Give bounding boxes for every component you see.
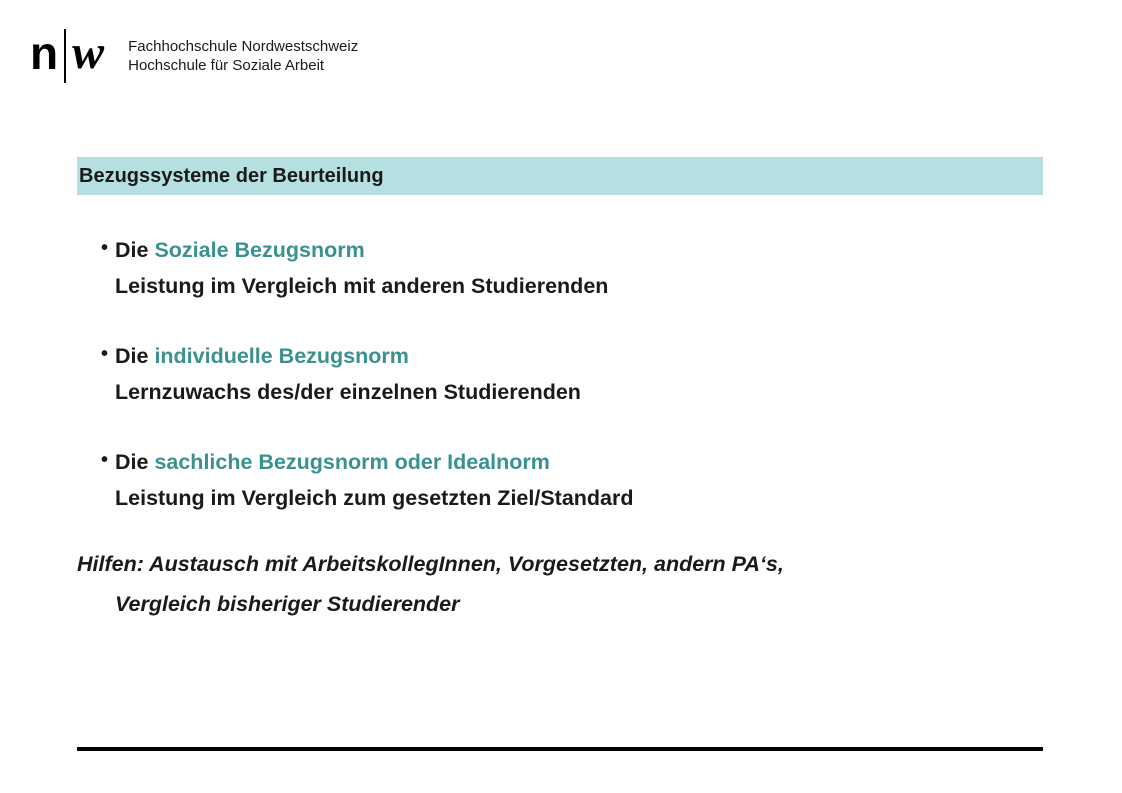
bullet-description: Leistung im Vergleich mit anderen Studierenden xyxy=(115,274,609,298)
bullet-item-social-norm xyxy=(77,232,1057,304)
bullet-heading xyxy=(115,338,1057,374)
footer-divider xyxy=(77,747,1043,751)
bullet-highlight: sachliche Bezugsnorm oder Idealnorm xyxy=(154,450,550,474)
logo-letter-w: w xyxy=(72,26,105,79)
institution-line-1: Fachhochschule Nordwestschweiz xyxy=(128,38,359,55)
bullet-icon: • xyxy=(101,449,109,471)
institution-line-2: Hochschule für Soziale Arbeit xyxy=(128,57,325,74)
bullet-description: Lernzuwachs des/der einzelnen Studierenden xyxy=(115,380,581,404)
bullet-item-objective-norm xyxy=(77,444,1057,516)
bullet-highlight: Soziale Bezugsnorm xyxy=(154,238,365,262)
help-note xyxy=(77,544,1057,624)
bullet-list xyxy=(77,232,1057,550)
bullet-icon: • xyxy=(101,237,109,259)
fhnw-logo xyxy=(30,28,358,84)
bullet-icon: • xyxy=(101,343,109,365)
bullet-prefix: Die xyxy=(115,238,155,262)
bullet-highlight: individuelle Bezugsnorm xyxy=(154,344,409,368)
bullet-heading xyxy=(115,444,1057,480)
logo-divider xyxy=(64,29,66,83)
bullet-prefix: Die xyxy=(115,450,155,474)
slide-title: Bezugssysteme der Beurteilung xyxy=(79,164,384,187)
help-note-line-1: Hilfen: Austausch mit ArbeitskollegInnen, Vorgesetzten, andern PA‘s, xyxy=(77,552,784,576)
logo-mark xyxy=(30,28,104,84)
bullet-item-individual-norm xyxy=(77,338,1057,410)
slide-title-band xyxy=(77,157,1043,195)
bullet-heading xyxy=(115,232,1057,268)
help-note-line-2: Vergleich bisheriger Studierender xyxy=(115,592,460,616)
bullet-prefix: Die xyxy=(115,344,155,368)
logo-letter-n: n xyxy=(30,27,59,79)
bullet-description: Leistung im Vergleich zum gesetzten Ziel/Standard xyxy=(115,486,634,510)
institution-name xyxy=(128,37,358,75)
